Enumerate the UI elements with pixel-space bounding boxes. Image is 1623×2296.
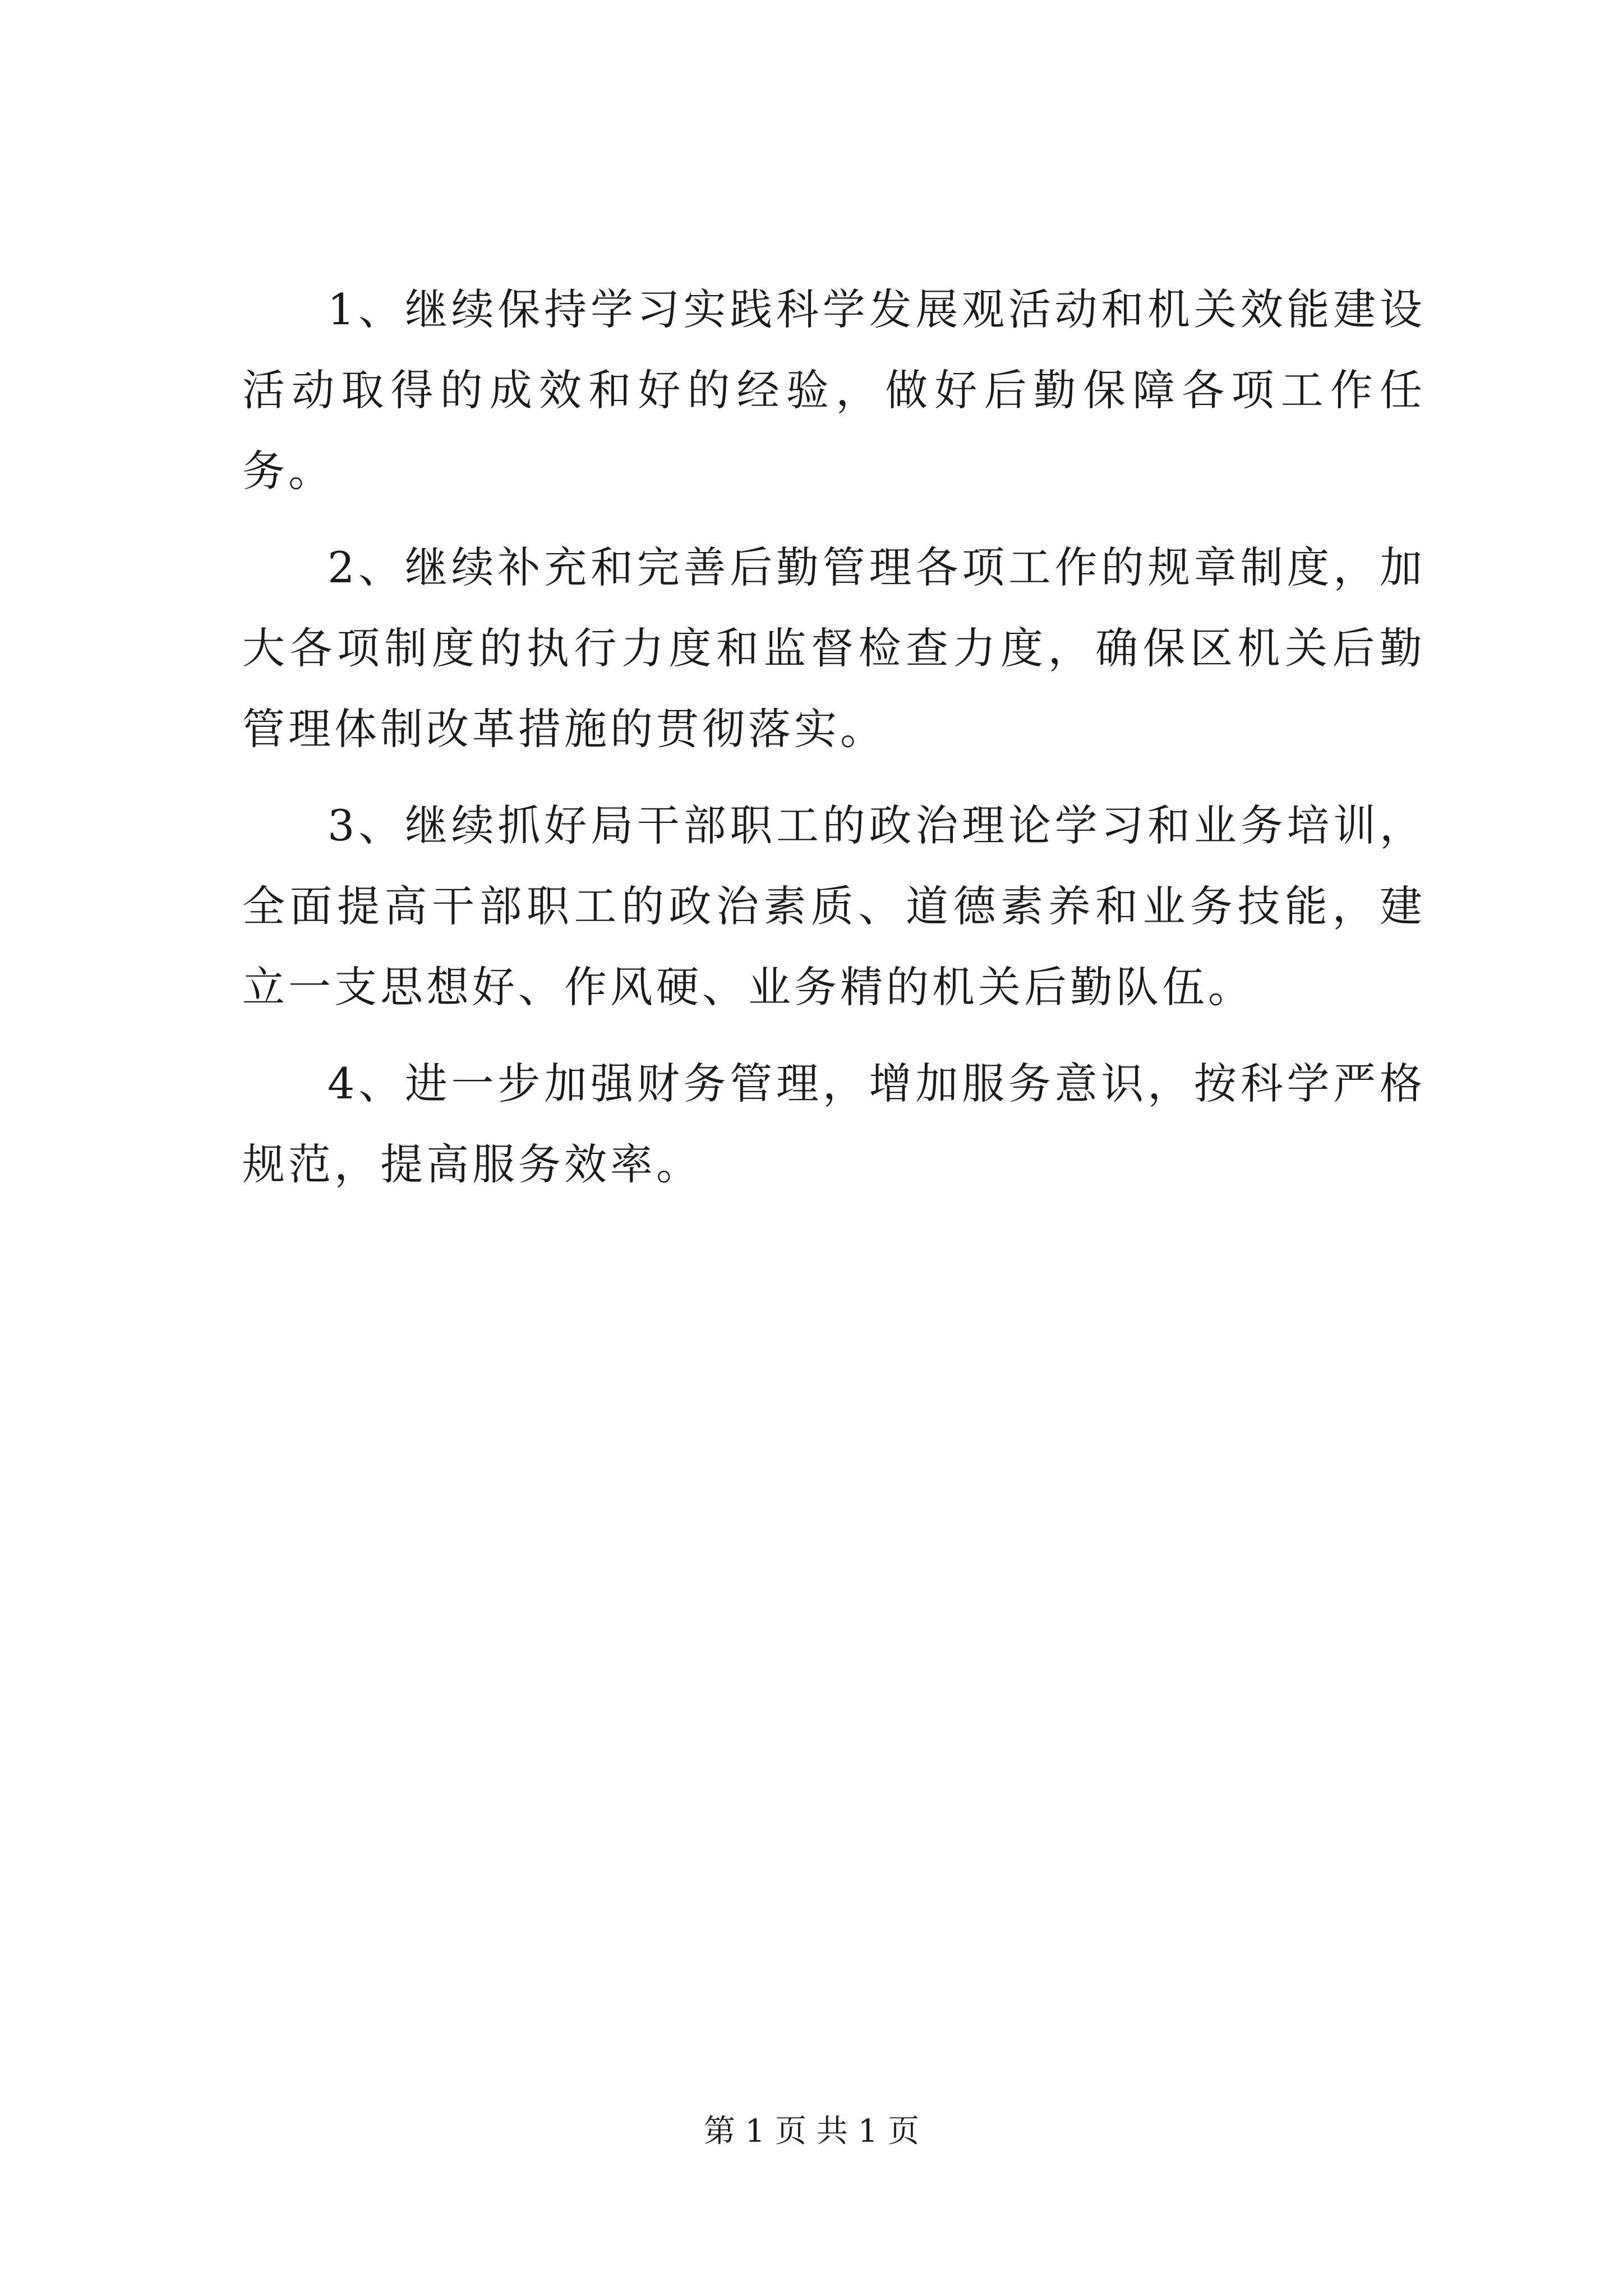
page-number-footer: 第 1 页 共 1 页 bbox=[703, 2113, 920, 2150]
document-body bbox=[242, 269, 1426, 1221]
paragraph-2: 2、继续补充和完善后勤管理各项工作的规章制度，加大各项制度的执行力度和监督检查力度，确保区机关后勤管理体制改革措施的贯彻落实。 bbox=[242, 542, 1426, 754]
paragraph-4: 4、进一步加强财务管理，增加服务意识，按科学严格规范，提高服务效率。 bbox=[242, 1059, 1426, 1189]
paragraph-3: 3、继续抓好局干部职工的政治理论学习和业务培训，全面提高干部职工的政治素质、道德素养和业务技能，建立一支思想好、作风硬、业务精的机关后勤队伍。 bbox=[242, 800, 1426, 1012]
paragraph-1: 1、继续保持学习实践科学发展观活动和机关效能建设活动取得的成效和好的经验，做好后勤保障各项工作任务。 bbox=[242, 284, 1426, 496]
